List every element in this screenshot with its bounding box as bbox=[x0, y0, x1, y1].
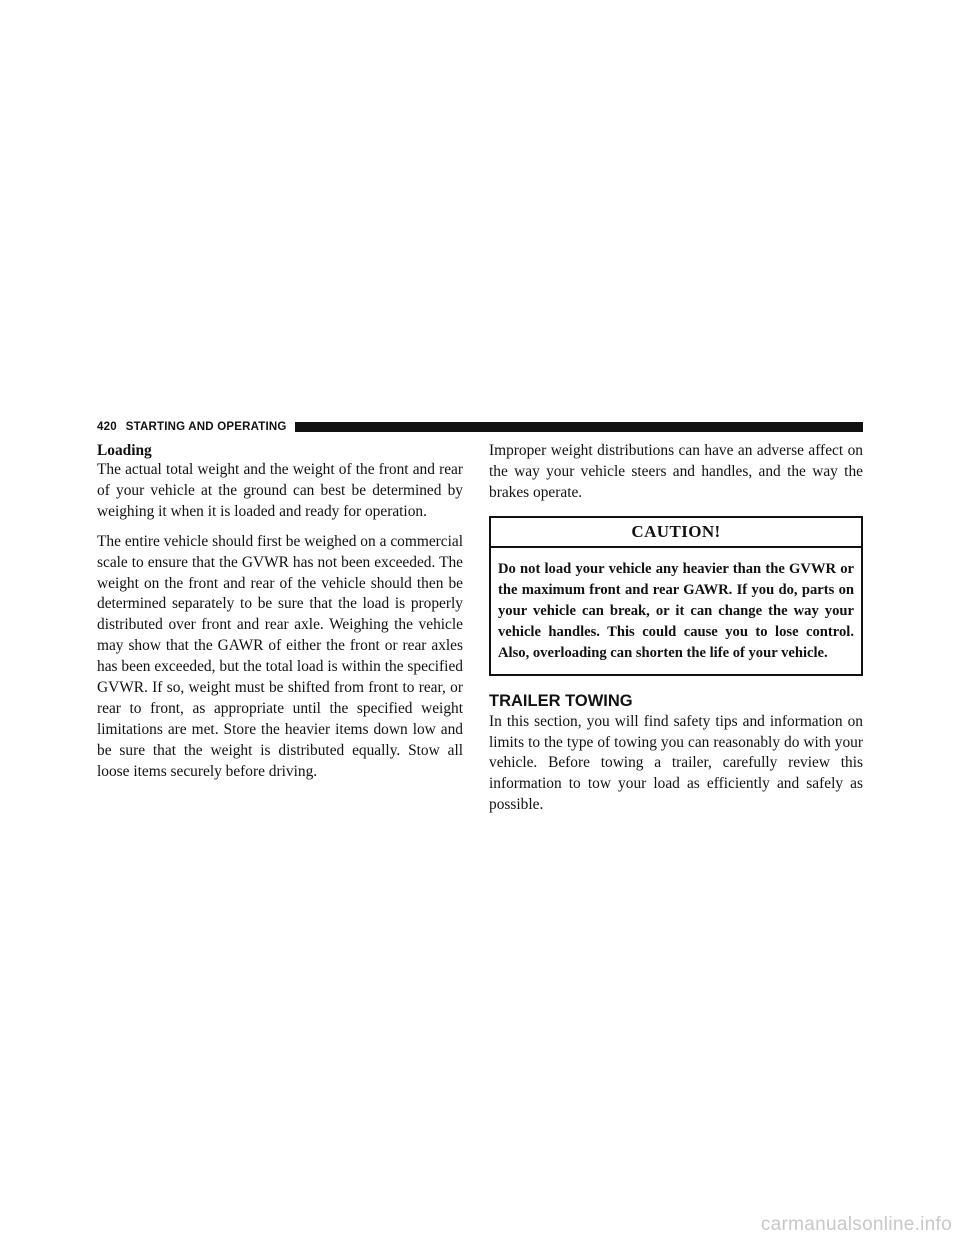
loading-paragraph-1: The actual total weight and the weight of the front and rear of your vehicle at the ground can best be determined by weighing it when it is loaded and ready for operation. bbox=[97, 461, 463, 520]
caution-box bbox=[489, 516, 863, 676]
header-rule bbox=[295, 422, 863, 432]
trailer-towing-heading: TRAILER TOWING bbox=[489, 691, 633, 710]
page-header bbox=[97, 419, 863, 435]
page-number: 420 bbox=[97, 421, 117, 433]
running-section-title: STARTING AND OPERATING bbox=[125, 421, 287, 433]
right-column bbox=[489, 441, 863, 825]
trailer-towing-paragraph: In this section, you will find safety tips and information on limits to the type of towing you can reasonably do with your vehicle. Before towing a trailer, carefully review this information to tow your load as efficiently and safely as possible. bbox=[489, 712, 863, 814]
loading-paragraph-2: The entire vehicle should first be weighed on a commercial scale to ensure that the GVWR has not been exceeded. The weight on the front and rear of the vehicle should then be determined separately to be sure that the load is properly distributed over front and rear axle. Weighing the vehicle may show that the GAWR of either the front or rear axles has been exceeded, but the total load is within the specified GVWR. If so, weight must be shifted from front to rear, or rear to front, as appropriate until the specified weight limitations are met. Store the heavier items down low and be sure that the weight is distributed equally. Stow all loose items securely before driving. bbox=[97, 532, 463, 780]
left-column bbox=[97, 441, 463, 792]
caution-body: Do not load your vehicle any heavier than the GVWR or the maximum front and rear GAWR. If you do, parts on your vehicle can break, or it can change the way your vehicle handles. This could cause you to lose control. Also, overloading can shorten the life of your vehicle. bbox=[498, 560, 854, 661]
loading-subheading: Loading bbox=[97, 442, 152, 459]
caution-title: CAUTION! bbox=[491, 518, 861, 548]
watermark: carmanualsonline.info bbox=[760, 1214, 952, 1235]
weight-distribution-paragraph: Improper weight distributions can have an adverse affect on the way your vehicle steers and handles, and the way the brakes operate. bbox=[489, 442, 863, 501]
